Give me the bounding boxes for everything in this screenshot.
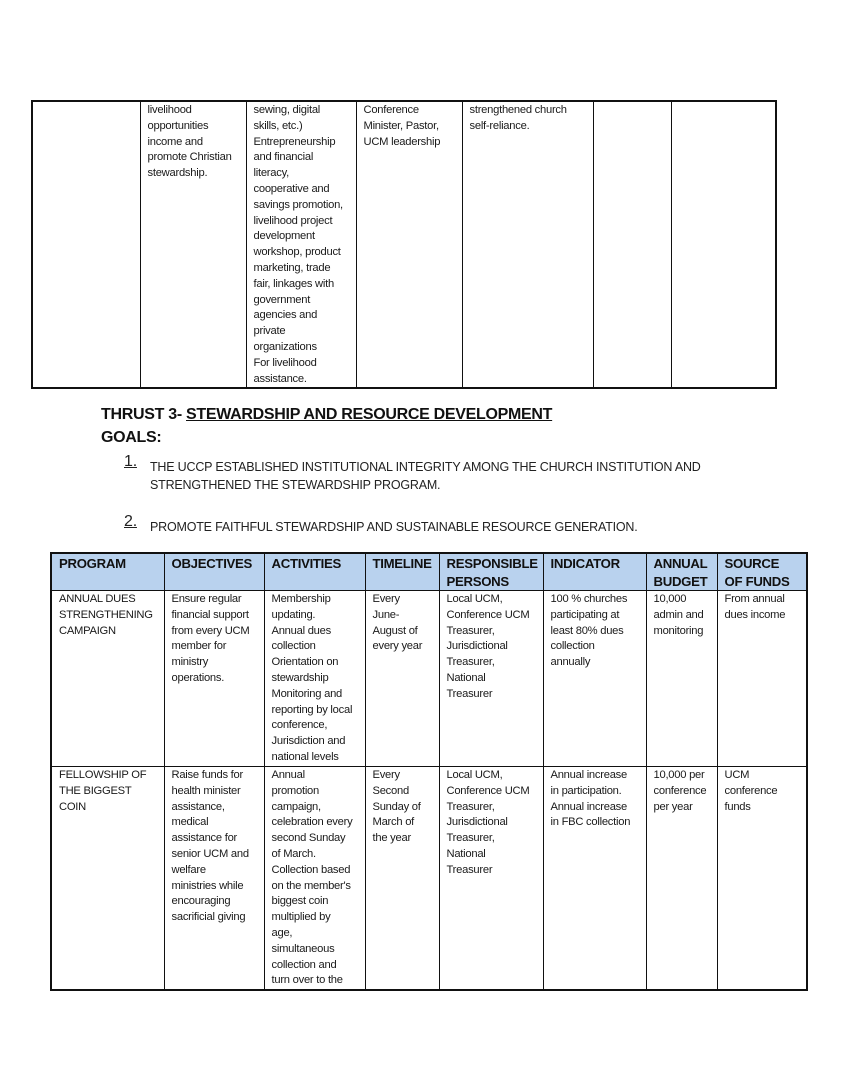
header-activities: ACTIVITIES	[264, 553, 365, 591]
table-cell	[246, 101, 356, 388]
table-row	[32, 101, 776, 388]
table-cell	[356, 101, 462, 388]
cell-timeline: Every Second Sunday of March of the year	[365, 767, 439, 991]
thrust-prefix: THRUST 3-	[101, 406, 187, 423]
cell-indicator: 100 % churches participating at least 80% dues collection annually	[543, 591, 646, 767]
table-cell	[671, 101, 776, 388]
header-objectives: OBJECTIVES	[164, 553, 264, 591]
goals-heading: GOALS:	[101, 429, 162, 446]
header-timeline: TIMELINE	[365, 553, 439, 591]
table-row	[51, 591, 807, 767]
cell-program: FELLOWSHIP OF THE BIGGEST COIN	[51, 767, 164, 991]
cell-source-of-funds: UCM conference funds	[717, 767, 807, 991]
activities-text: sewing, digital skills, etc.) Entrepreneurship and financial literacy, cooperative and savings promotion, livelihood project development workshop, product marketing, trade fair, linkages with government agencies and private organizations For livelihood assistance.	[253, 104, 343, 385]
cell-annual-budget: 10,000 admin and monitoring	[646, 591, 717, 767]
cell-source-of-funds: From annual dues income	[717, 591, 807, 767]
cell-program: ANNUAL DUES STRENGTHENING CAMPAIGN	[51, 591, 164, 767]
cell-objectives: Raise funds for health minister assistance, medical assistance for senior UCM and welfare ministries while encouraging sacrificial giving	[164, 767, 264, 991]
header-indicator: INDICATOR	[543, 553, 646, 591]
responsible-text: Conference Minister, Pastor, UCM leadership	[363, 104, 441, 148]
cell-timeline: Every June- August of every year	[365, 591, 439, 767]
thrust-title: STEWARDSHIP AND RESOURCE DEVELOPMENT	[186, 406, 553, 423]
table-header-row	[51, 553, 807, 591]
header-annual-budget: ANNUAL BUDGET	[646, 553, 717, 591]
objective-text: livelihood opportunities income and promote Christian stewardship.	[147, 104, 232, 180]
indicator-text: strengthened church self-reliance.	[469, 104, 567, 132]
header-program: PROGRAM	[51, 553, 164, 591]
goal-text: PROMOTE FAITHFUL STEWARDSHIP AND SUSTAINABLE RESOURCE GENERATION.	[150, 520, 638, 534]
goal-number: 2.	[124, 513, 137, 530]
table-row	[51, 767, 807, 991]
table-cell	[140, 101, 246, 388]
cell-objectives: Ensure regular financial support from every UCM member for ministry operations.	[164, 591, 264, 767]
cell-activities: Annual promotion campaign, celebration every second Sunday of March. Collection based on the member's biggest coin multiplied by age, simultaneous collection and turn over to the	[264, 767, 365, 991]
cell-responsible-persons: Local UCM, Conference UCM Treasurer, Jurisdictional Treasurer, National Treasurer	[439, 767, 543, 991]
header-source-of-funds: SOURCE OF FUNDS	[717, 553, 807, 591]
table-cell	[593, 101, 671, 388]
cell-indicator: Annual increase in participation. Annual increase in FBC collection	[543, 767, 646, 991]
header-responsible-persons: RESPONSIBLE PERSONS	[439, 553, 543, 591]
stewardship-program-table	[50, 552, 808, 991]
previous-thrust-table	[31, 100, 777, 389]
cell-responsible-persons: Local UCM, Conference UCM Treasurer, Jurisdictional Treasurer, National Treasurer	[439, 591, 543, 767]
cell-annual-budget: 10,000 per conference per year	[646, 767, 717, 991]
cell-activities: Membership updating. Annual dues collection Orientation on stewardship Monitoring and reporting by local conference, Jurisdiction and national levels	[264, 591, 365, 767]
table-cell	[462, 101, 593, 388]
goal-text: THE UCCP ESTABLISHED INSTITUTIONAL INTEGRITY AMONG THE CHURCH INSTITUTION AND STRENGTHENED THE STEWARDSHIP PROGRAM.	[150, 460, 701, 492]
goal-number: 1.	[124, 453, 137, 470]
table-cell	[32, 101, 140, 388]
thrust-heading	[101, 406, 552, 424]
